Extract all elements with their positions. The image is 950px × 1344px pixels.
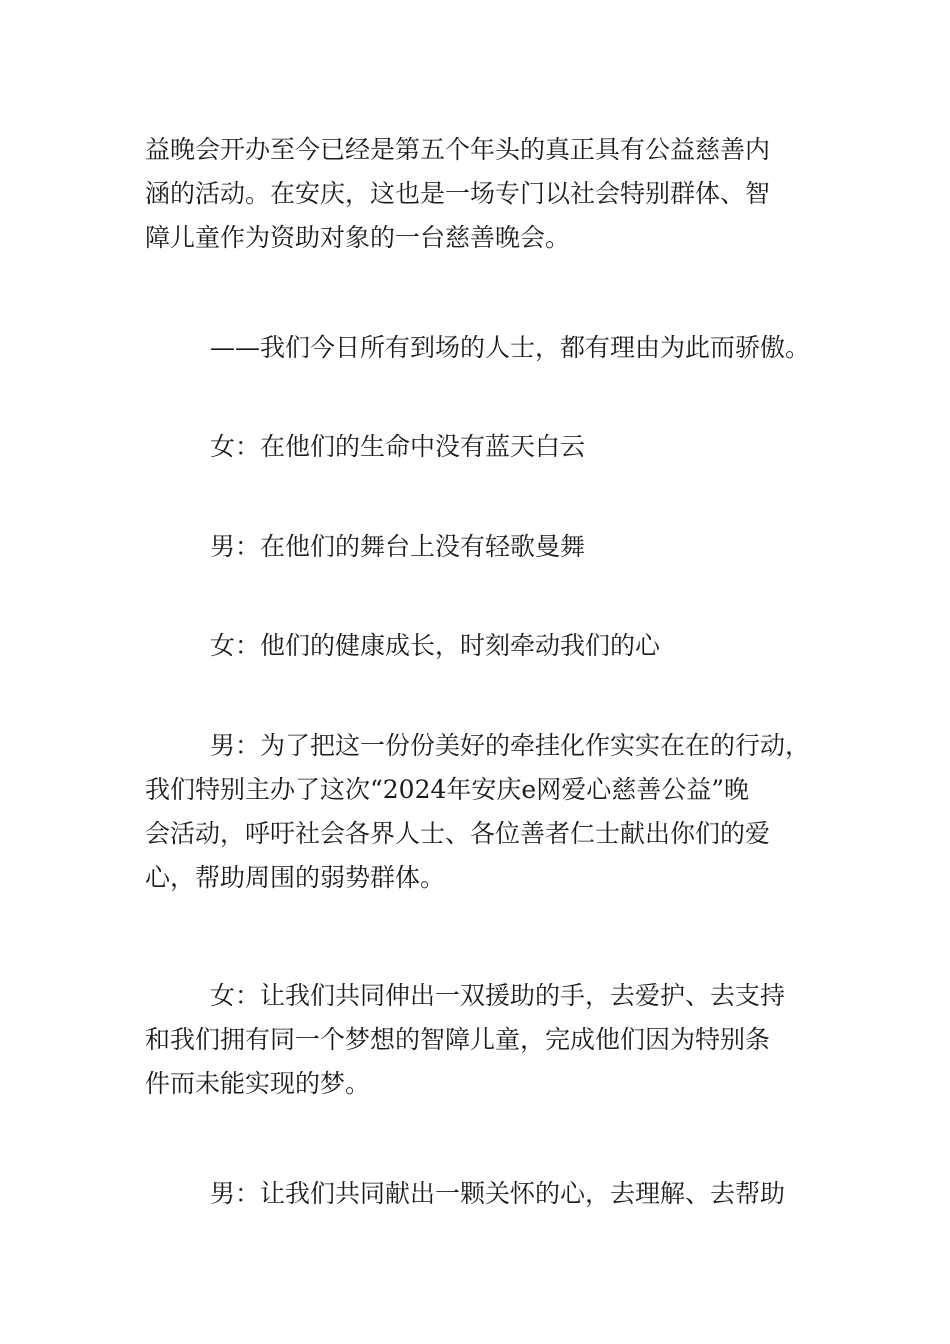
- text-line: 女：让我们共同伸出一双援助的手，去爱护、去支持: [210, 981, 786, 1010]
- paragraph-female-1: [145, 425, 805, 469]
- text-line: ——我们今日所有到场的人士，都有理由为此而骄傲。: [210, 333, 811, 362]
- text-line: 男：在他们的舞台上没有轻歌曼舞: [210, 532, 586, 561]
- text-line: 女：在他们的生命中没有蓝天白云: [210, 432, 586, 461]
- text-line: 心，帮助周围的弱势群体。: [145, 863, 446, 892]
- text-line: 和我们拥有同一个梦想的智障儿童，完成他们因为特别条: [145, 1025, 771, 1054]
- text-line: 会活动，呼吁社会各界人士、各位善者仁士献出你们的爱: [145, 819, 771, 848]
- text-line: 男：让我们共同献出一颗关怀的心，去理解、去帮助: [210, 1179, 786, 1208]
- paragraph-male-1: [145, 525, 805, 569]
- text-line: 益晚会开办至今已经是第五个年头的真正具有公益慈善内: [145, 135, 771, 164]
- paragraph-male-2: [145, 724, 811, 900]
- paragraph-female-2: [145, 624, 805, 668]
- paragraph-continuation: [145, 128, 805, 260]
- text-line: 障儿童作为资助对象的一台慈善晚会。: [145, 223, 571, 252]
- text-line: 男：为了把这一份份美好的牵挂化作实实在在的行动，: [210, 731, 811, 760]
- text-line: 我们特别主办了这次“2024年安庆e网爱心慈善公益”晚: [145, 775, 749, 804]
- paragraph-female-3: [145, 974, 805, 1106]
- paragraph-pride: [145, 326, 811, 370]
- text-line: 涵的活动。在安庆，这也是一场专门以社会特别群体、智: [145, 179, 771, 208]
- text-line: 女：他们的健康成长，时刻牵动我们的心: [210, 631, 661, 660]
- text-line: 件而未能实现的梦。: [145, 1069, 371, 1098]
- paragraph-male-3: [145, 1172, 805, 1216]
